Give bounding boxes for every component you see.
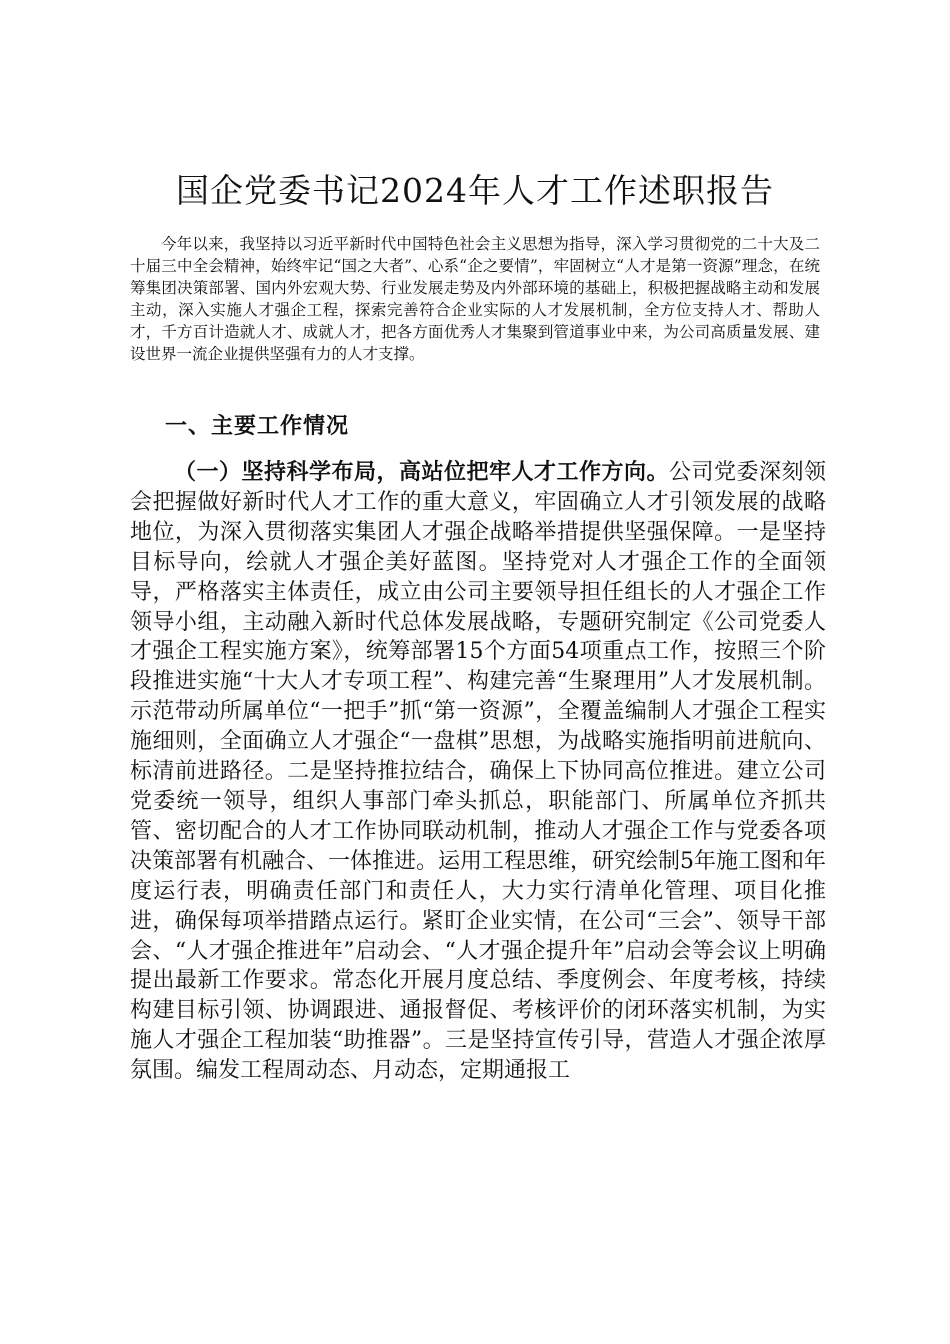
subsection-body: 公司党委深刻领会把握做好新时代人才工作的重大意义，牢固确立人才引领发展的战略地位，为深入贯彻落实集团人才强企战略举措提供坚强保障。一是坚持目标导向，绘就人才强企美好蓝图。坚持党对人才强企工作的全面领导，严格落实主体责任，成立由公司主要领导担任组长的人才强企工作领导小组，主动融入新时代总体发展战略，专题研究制定《公司党委人才强企工程实施方案》，统筹部署15个方面54项重点工作，按照三个阶段推进实施“十大人才专项工程”、构建完善“生聚理用”人才发展机制。示范带动所属单位“一把手”抓“第一资源”，全覆盖编制人才强企工程实施细则，全面确立人才强企“一盘棋”思想，为战略实施指明前进航向、标清前进路径。二是坚持推拉结合，确保上下协同高位推进。建立公司党委统一领导，组织人事部门牵头抓总，职能部门、所属单位齐抓共管、密切配合的人才工作协同联动机制，推动人才强企工作与党委各项决策部署有机融合、一体推进。运用工程思维，研究绘制5年施工图和年度运行表，明确责任部门和责任人，大力实行清单化管理、项目化推进，确保每项举措踏点运行。紧盯企业实情，在公司“三会”、领导干部会、“人才强企推进年”启动会、“人才强企提升年”启动会等会议上明确提出最新工作要求。常态化开展月度总结、季度例会、年度考核，持续构建目标引领、协调跟进、通报督促、考核评价的闭环落实机制，为实施人才强企工程加装“助推器”。三是坚持宣传引导，营造人才强企浓厚氛围。编发工程周动态、月动态，定期通报工 — [130, 460, 826, 1084]
section-heading: 一、主要工作情况 — [165, 414, 350, 439]
subsection-lead: （一）坚持科学布局，高站位把牢人才工作方向。 — [174, 460, 669, 485]
body-paragraph — [130, 458, 826, 1086]
document-title: 国企党委书记2024年人才工作述职报告 — [176, 171, 774, 210]
intro-paragraph: 今年以来，我坚持以习近平新时代中国特色社会主义思想为指导，深入学习贯彻党的二十大及二十届三中全会精神，始终牢记“国之大者”、心系“企之要情”，牢固树立“人才是第一资源”理念，在统筹集团决策部署、国内外宏观大势、行业发展走势及内外部环境的基础上，积极把握战略主动和发展主动，深入实施人才强企工程，探索完善符合企业实际的人才发展机制，全方位支持人才、帮助人才，千方百计造就人才、成就人才，把各方面优秀人才集聚到管道事业中来，为公司高质量发展、建设世界一流企业提供坚强有力的人才支撑。 — [130, 235, 820, 363]
